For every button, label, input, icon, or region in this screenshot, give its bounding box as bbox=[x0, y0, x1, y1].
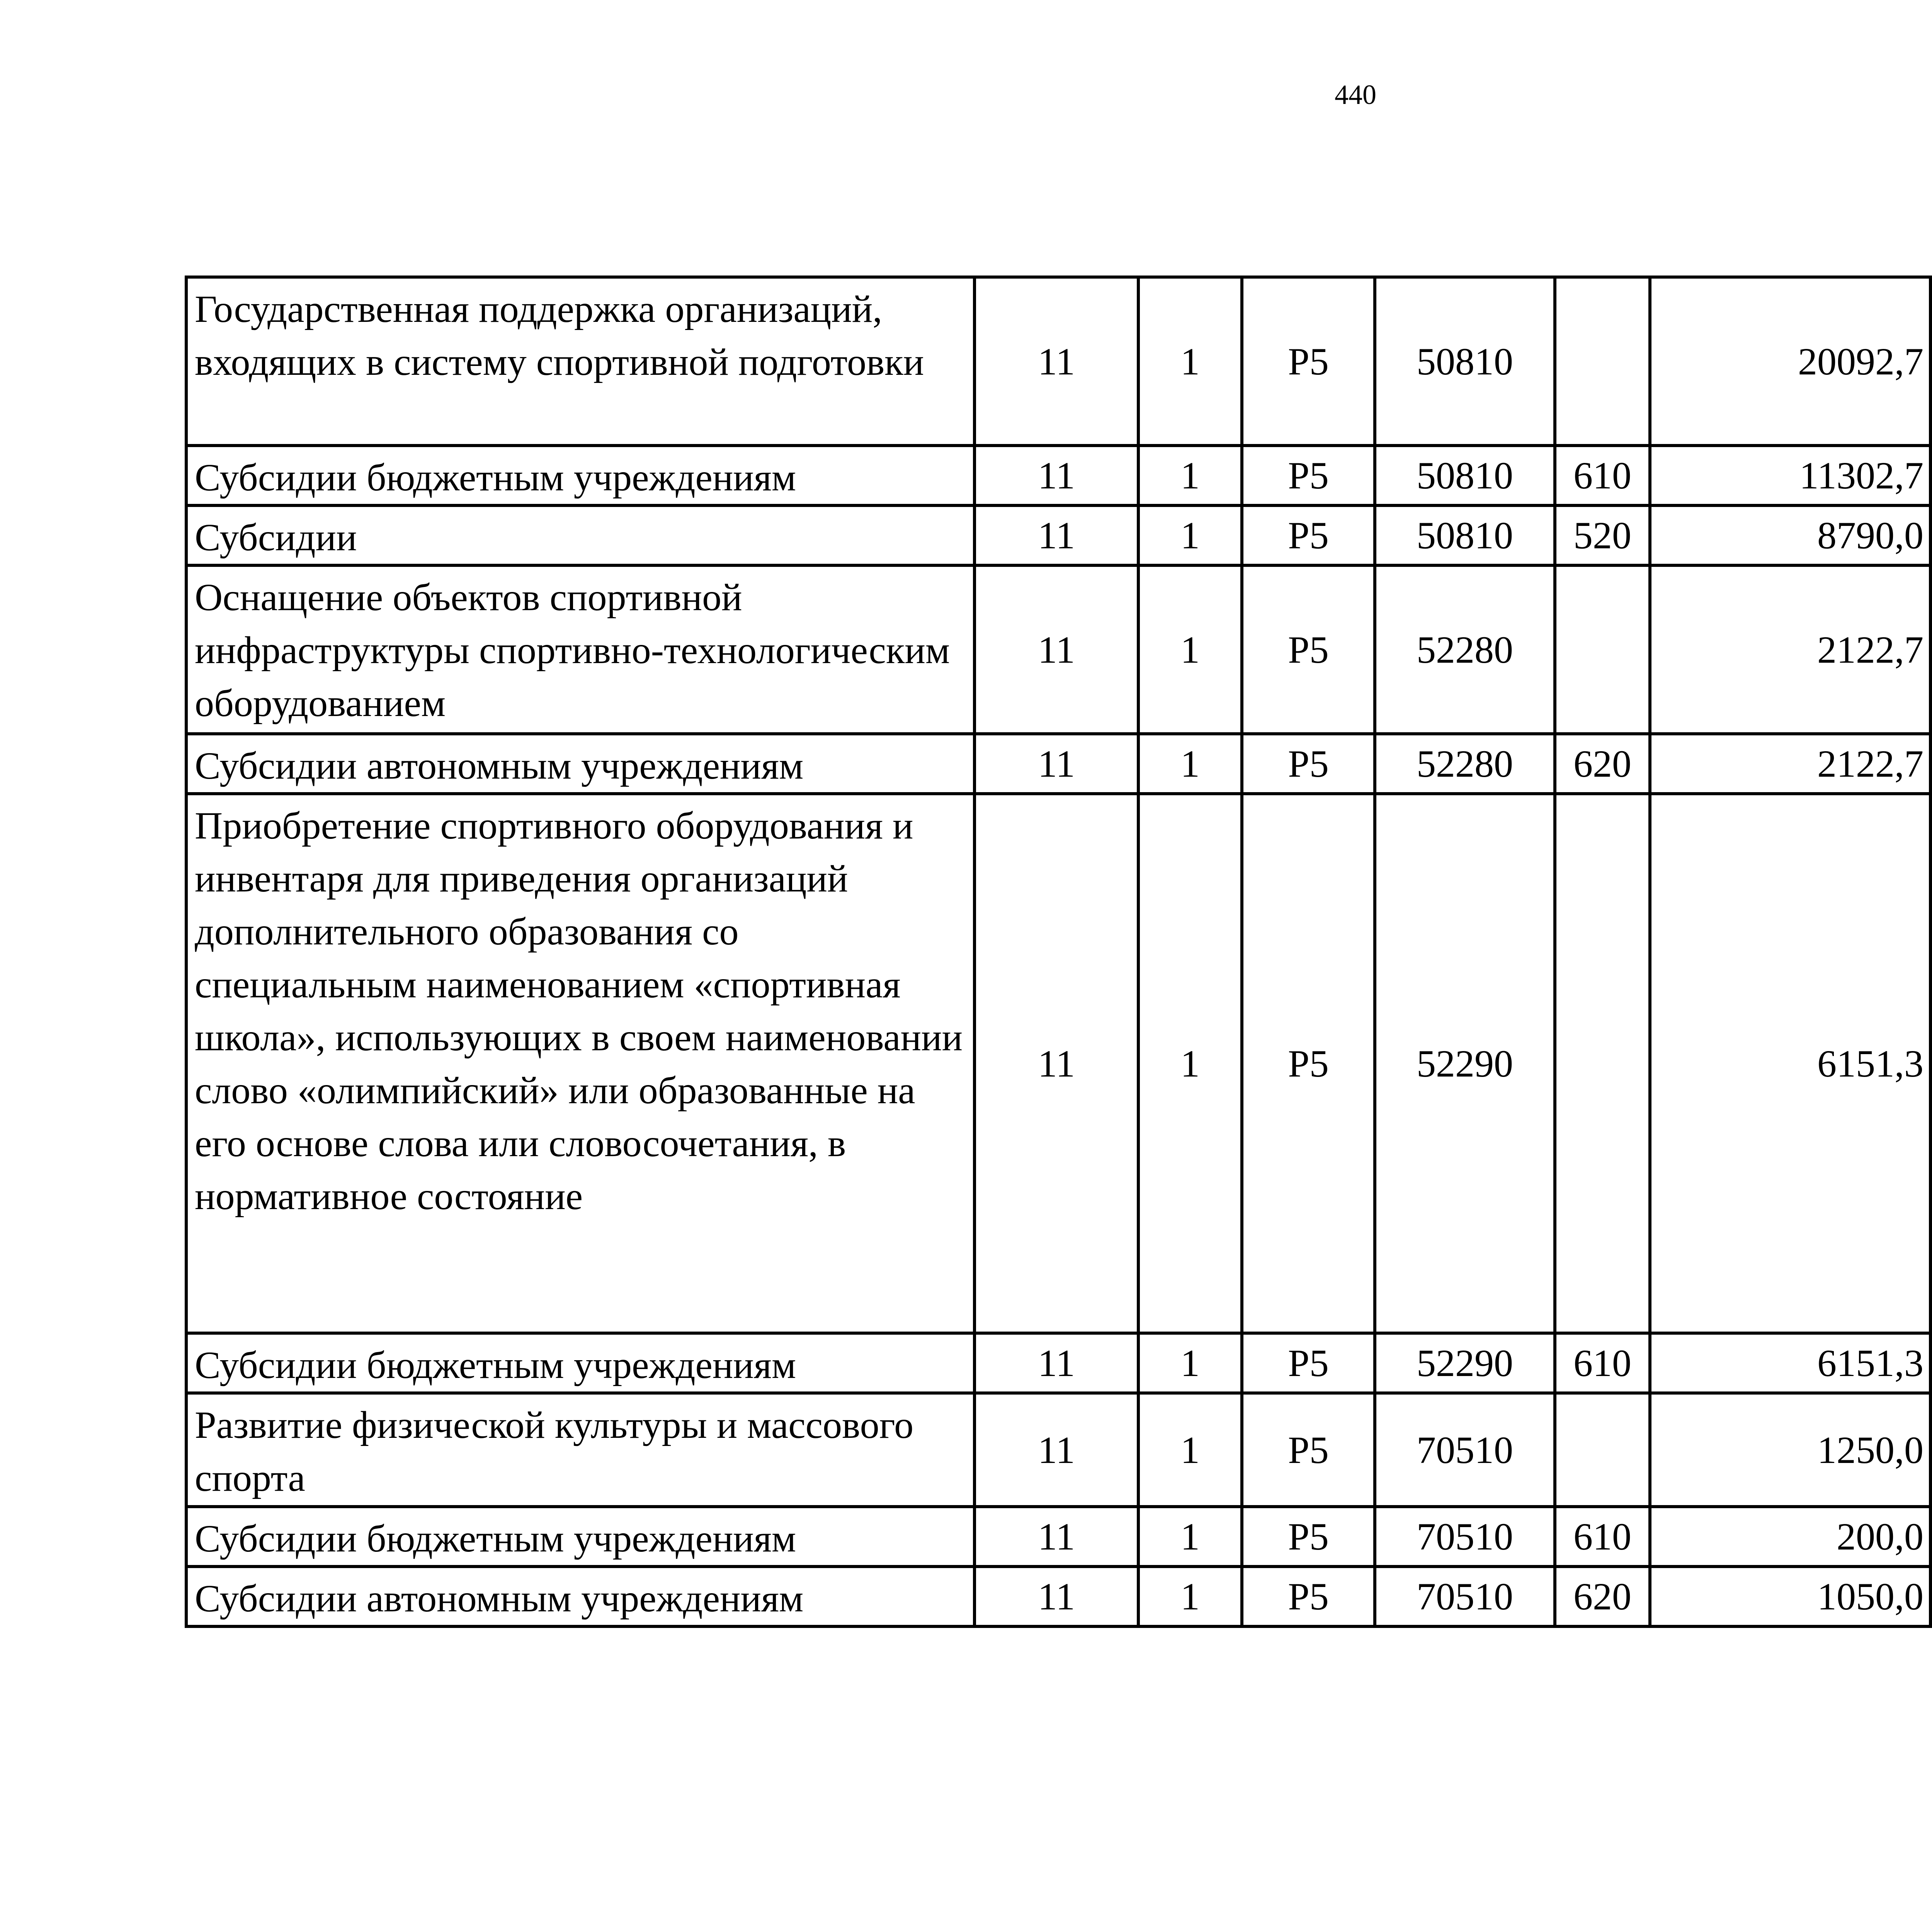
row-name-cell: Субсидии автономным учреждениям bbox=[186, 1567, 975, 1626]
table-row bbox=[186, 1507, 1932, 1567]
amount-year-2-cell bbox=[1930, 794, 1932, 1333]
page-number: 440 bbox=[1335, 79, 1376, 110]
subsection-cell: 1 bbox=[1138, 565, 1242, 734]
subsection-cell: 1 bbox=[1138, 505, 1242, 565]
amount-year-1-cell: 20092,7 bbox=[1650, 277, 1930, 446]
amount-year-2-cell bbox=[1930, 1393, 1932, 1507]
table-row bbox=[186, 565, 1932, 734]
amount-year-2-cell bbox=[1930, 1507, 1932, 1567]
row-name-cell: Субсидии бюджетным учреждениям bbox=[186, 446, 975, 505]
table-row bbox=[186, 1393, 1932, 1507]
subsection-cell: 1 bbox=[1138, 1333, 1242, 1393]
program-cell: Р5 bbox=[1242, 446, 1375, 505]
expense-type-cell bbox=[1555, 794, 1650, 1333]
amount-year-1-cell: 1050,0 bbox=[1650, 1567, 1930, 1626]
target-code-cell: 52280 bbox=[1375, 734, 1555, 794]
expense-type-cell: 520 bbox=[1555, 505, 1650, 565]
section-cell: 11 bbox=[975, 1567, 1138, 1626]
section-cell: 11 bbox=[975, 734, 1138, 794]
program-cell: Р5 bbox=[1242, 734, 1375, 794]
program-cell: Р5 bbox=[1242, 794, 1375, 1333]
section-cell: 11 bbox=[975, 277, 1138, 446]
amount-year-1-cell: 2122,7 bbox=[1650, 734, 1930, 794]
target-code-cell: 50810 bbox=[1375, 505, 1555, 565]
amount-year-1-cell: 11302,7 bbox=[1650, 446, 1930, 505]
amount-year-2-cell bbox=[1930, 446, 1932, 505]
amount-year-2-cell bbox=[1930, 277, 1932, 446]
target-code-cell: 50810 bbox=[1375, 446, 1555, 505]
table-row bbox=[186, 734, 1932, 794]
expense-type-cell: 610 bbox=[1555, 1333, 1650, 1393]
program-cell: Р5 bbox=[1242, 1507, 1375, 1567]
program-cell: Р5 bbox=[1242, 565, 1375, 734]
amount-year-1-cell: 8790,0 bbox=[1650, 505, 1930, 565]
table-body bbox=[186, 277, 1932, 1626]
target-code-cell: 52280 bbox=[1375, 565, 1555, 734]
table-row bbox=[186, 446, 1932, 505]
section-cell: 11 bbox=[975, 1507, 1138, 1567]
section-cell: 11 bbox=[975, 1333, 1138, 1393]
target-code-cell: 50810 bbox=[1375, 277, 1555, 446]
amount-year-2-cell bbox=[1930, 1333, 1932, 1393]
section-cell: 11 bbox=[975, 505, 1138, 565]
program-cell: Р5 bbox=[1242, 1393, 1375, 1507]
target-code-cell: 52290 bbox=[1375, 1333, 1555, 1393]
subsection-cell: 1 bbox=[1138, 277, 1242, 446]
table-row bbox=[186, 794, 1932, 1333]
expense-type-cell bbox=[1555, 1393, 1650, 1507]
expense-type-cell bbox=[1555, 277, 1650, 446]
table-row bbox=[186, 505, 1932, 565]
row-name-cell: Субсидии бюджетным учреждениям bbox=[186, 1507, 975, 1567]
row-name-cell: Государственная поддержка организаций, входящих в систему спортивной подготовки bbox=[186, 277, 975, 446]
subsection-cell: 1 bbox=[1138, 794, 1242, 1333]
amount-year-1-cell: 6151,3 bbox=[1650, 1333, 1930, 1393]
target-code-cell: 70510 bbox=[1375, 1393, 1555, 1507]
subsection-cell: 1 bbox=[1138, 1567, 1242, 1626]
expense-type-cell: 620 bbox=[1555, 1567, 1650, 1626]
row-name-cell: Приобретение спортивного оборудования и инвентаря для приведения организаций дополнительного образования со специальным наименованием «спортивная школа», использующих в своем наименовании слово «олимпийский» или образованные на его основе слова или словосочетания, в нормативное состояние bbox=[186, 794, 975, 1333]
row-name-cell: Субсидии бюджетным учреждениям bbox=[186, 1333, 975, 1393]
subsection-cell: 1 bbox=[1138, 446, 1242, 505]
amount-year-1-cell: 200,0 bbox=[1650, 1507, 1930, 1567]
amount-year-1-cell: 6151,3 bbox=[1650, 794, 1930, 1333]
expense-type-cell: 620 bbox=[1555, 734, 1650, 794]
subsection-cell: 1 bbox=[1138, 1393, 1242, 1507]
table-row bbox=[186, 1567, 1932, 1626]
subsection-cell: 1 bbox=[1138, 1507, 1242, 1567]
amount-year-2-cell bbox=[1930, 565, 1932, 734]
subsection-cell: 1 bbox=[1138, 734, 1242, 794]
expense-type-cell bbox=[1555, 565, 1650, 734]
section-cell: 11 bbox=[975, 1393, 1138, 1507]
expense-type-cell: 610 bbox=[1555, 446, 1650, 505]
target-code-cell: 70510 bbox=[1375, 1567, 1555, 1626]
program-cell: Р5 bbox=[1242, 505, 1375, 565]
table-row bbox=[186, 1333, 1932, 1393]
amount-year-2-cell bbox=[1930, 734, 1932, 794]
row-name-cell: Оснащение объектов спортивной инфраструктуры спортивно-технологическим оборудованием bbox=[186, 565, 975, 734]
table-row bbox=[186, 277, 1932, 446]
budget-table bbox=[185, 276, 1932, 1628]
section-cell: 11 bbox=[975, 565, 1138, 734]
expense-type-cell: 610 bbox=[1555, 1507, 1650, 1567]
program-cell: Р5 bbox=[1242, 277, 1375, 446]
section-cell: 11 bbox=[975, 446, 1138, 505]
program-cell: Р5 bbox=[1242, 1333, 1375, 1393]
amount-year-1-cell: 1250,0 bbox=[1650, 1393, 1930, 1507]
amount-year-1-cell: 2122,7 bbox=[1650, 565, 1930, 734]
row-name-cell: Субсидии автономным учреждениям bbox=[186, 734, 975, 794]
row-name-cell: Субсидии bbox=[186, 505, 975, 565]
section-cell: 11 bbox=[975, 794, 1138, 1333]
amount-year-2-cell bbox=[1930, 1567, 1932, 1626]
target-code-cell: 70510 bbox=[1375, 1507, 1555, 1567]
amount-year-2-cell bbox=[1930, 505, 1932, 565]
target-code-cell: 52290 bbox=[1375, 794, 1555, 1333]
program-cell: Р5 bbox=[1242, 1567, 1375, 1626]
row-name-cell: Развитие физической культуры и массового спорта bbox=[186, 1393, 975, 1507]
